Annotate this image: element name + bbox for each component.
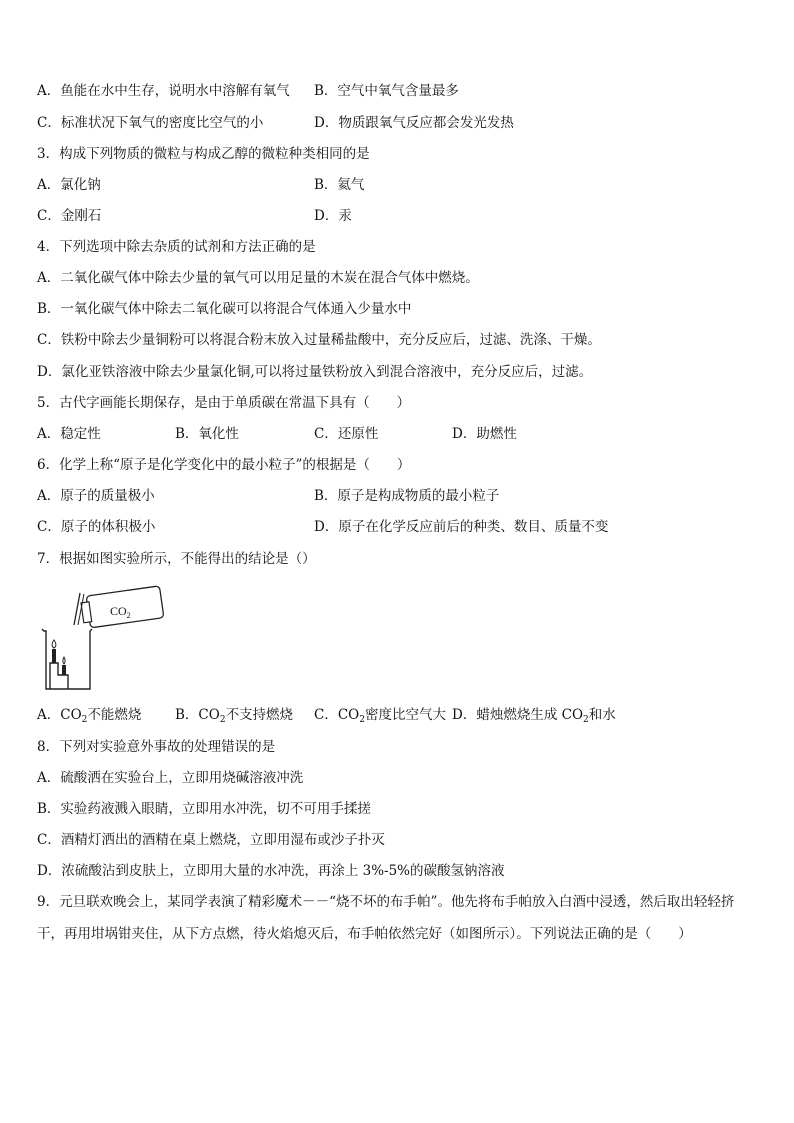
co2-label: $CO_2$ [110,604,131,620]
q2-option-d: D．物质跟氧气反应都会发光发热 [314,115,514,131]
q8-option-a: A．硫酸洒在实验台上，立即用烧碱溶液冲洗 [37,770,304,786]
q4-stem: 4．下列选项中除去杂质的试剂和方法正确的是 [37,239,316,255]
q7-option-a: A．$CO_2$不能燃烧 [37,707,142,725]
q7-option-c: C．$CO_2$密度比空气大 [314,707,446,725]
q5-option-c: C．还原性 [314,426,379,442]
q8-option-c: C．酒精灯洒出的酒精在桌上燃烧，立即用湿布或沙子扑灭 [37,832,385,848]
q6-option-d: D．原子在化学反应前后的种类、数目、质量不变 [314,519,609,535]
q4-option-d: D．氯化亚铁溶液中除去少量氯化铜,可以将过量铁粉放入到混合溶液中，充分反应后，过滤。 [37,364,593,380]
q3-option-a: A．氯化钠 [37,177,101,193]
co2-beaker-illustration [36,585,166,693]
q7-stem: 7．根据如图实验所示，不能得出的结论是（） [37,551,316,567]
q4-option-a: A．二氧化碳气体中除去少量的氧气可以用足量的木炭在混合气体中燃烧。 [37,270,479,286]
q9-stem: 9．元旦联欢晚会上，某同学表演了精彩魔术－－“烧不坏的布手帕”。他先将布手帕放入白酒中浸透，然后取出轻轻挤干，再用坩埚钳夹住，从下方点燃，待火焰熄灭后，布手帕依然完好（如图所示）。下列说法正确的是（ ） [37,894,735,942]
q7-option-b: B．$CO_2$不支持燃烧 [175,707,294,725]
q6-option-b: B．原子是构成物质的最小粒子 [314,488,500,504]
co2-experiment-figure [36,585,166,697]
q8-option-d: D．浓硫酸沾到皮肤上，立即用大量的水冲洗，再涂上 3%-5%的碳酸氢钠溶液 [37,863,505,879]
q3-option-d: D．汞 [314,208,352,224]
q3-option-b: B．氦气 [314,177,365,193]
flame-icon [52,640,56,648]
q5-stem: 5．古代字画能长期保存，是由于单质碳在常温下具有（ ） [37,395,411,411]
q8-stem: 8．下列对实验意外事故的处理错误的是 [37,739,276,755]
q4-option-b: B．一氧化碳气体中除去二氧化碳可以将混合气体通入少量水中 [37,301,412,317]
tall-candle [52,649,56,663]
flame-icon [63,657,65,664]
q2-option-a: A．鱼能在水中生存，说明水中溶解有氧气 [37,83,290,99]
q6-option-a: A．原子的质量极小 [37,488,155,504]
q5-option-d: D．助燃性 [452,426,517,442]
q6-option-c: C．原子的体积极小 [37,519,156,535]
q7-option-d: D．蜡烛燃烧生成 $CO_2$和水 [452,707,616,725]
q3-stem: 3．构成下列物质的微粒与构成乙醇的微粒种类相同的是 [37,146,370,162]
q8-option-b: B．实验药液溅入眼睛，立即用水冲洗，切不可用手揉搓 [37,801,371,817]
q2-option-c: C．标准状况下氧气的密度比空气的小 [37,115,264,131]
q6-stem: 6．化学上称“原子是化学变化中的最小粒子”的根据是（ ） [37,457,411,473]
q5-option-a: A．稳定性 [37,426,101,442]
q4-option-c: C．铁粉中除去少量铜粉可以将混合粉末放入过量稀盐酸中，充分反应后，过滤、洗涤、干燥。 [37,332,601,348]
q5-option-b: B．氧化性 [175,426,239,442]
short-candle [62,665,66,675]
q2-option-b: B．空气中氧气含量最多 [314,83,459,99]
q3-option-c: C．金刚石 [37,208,102,224]
